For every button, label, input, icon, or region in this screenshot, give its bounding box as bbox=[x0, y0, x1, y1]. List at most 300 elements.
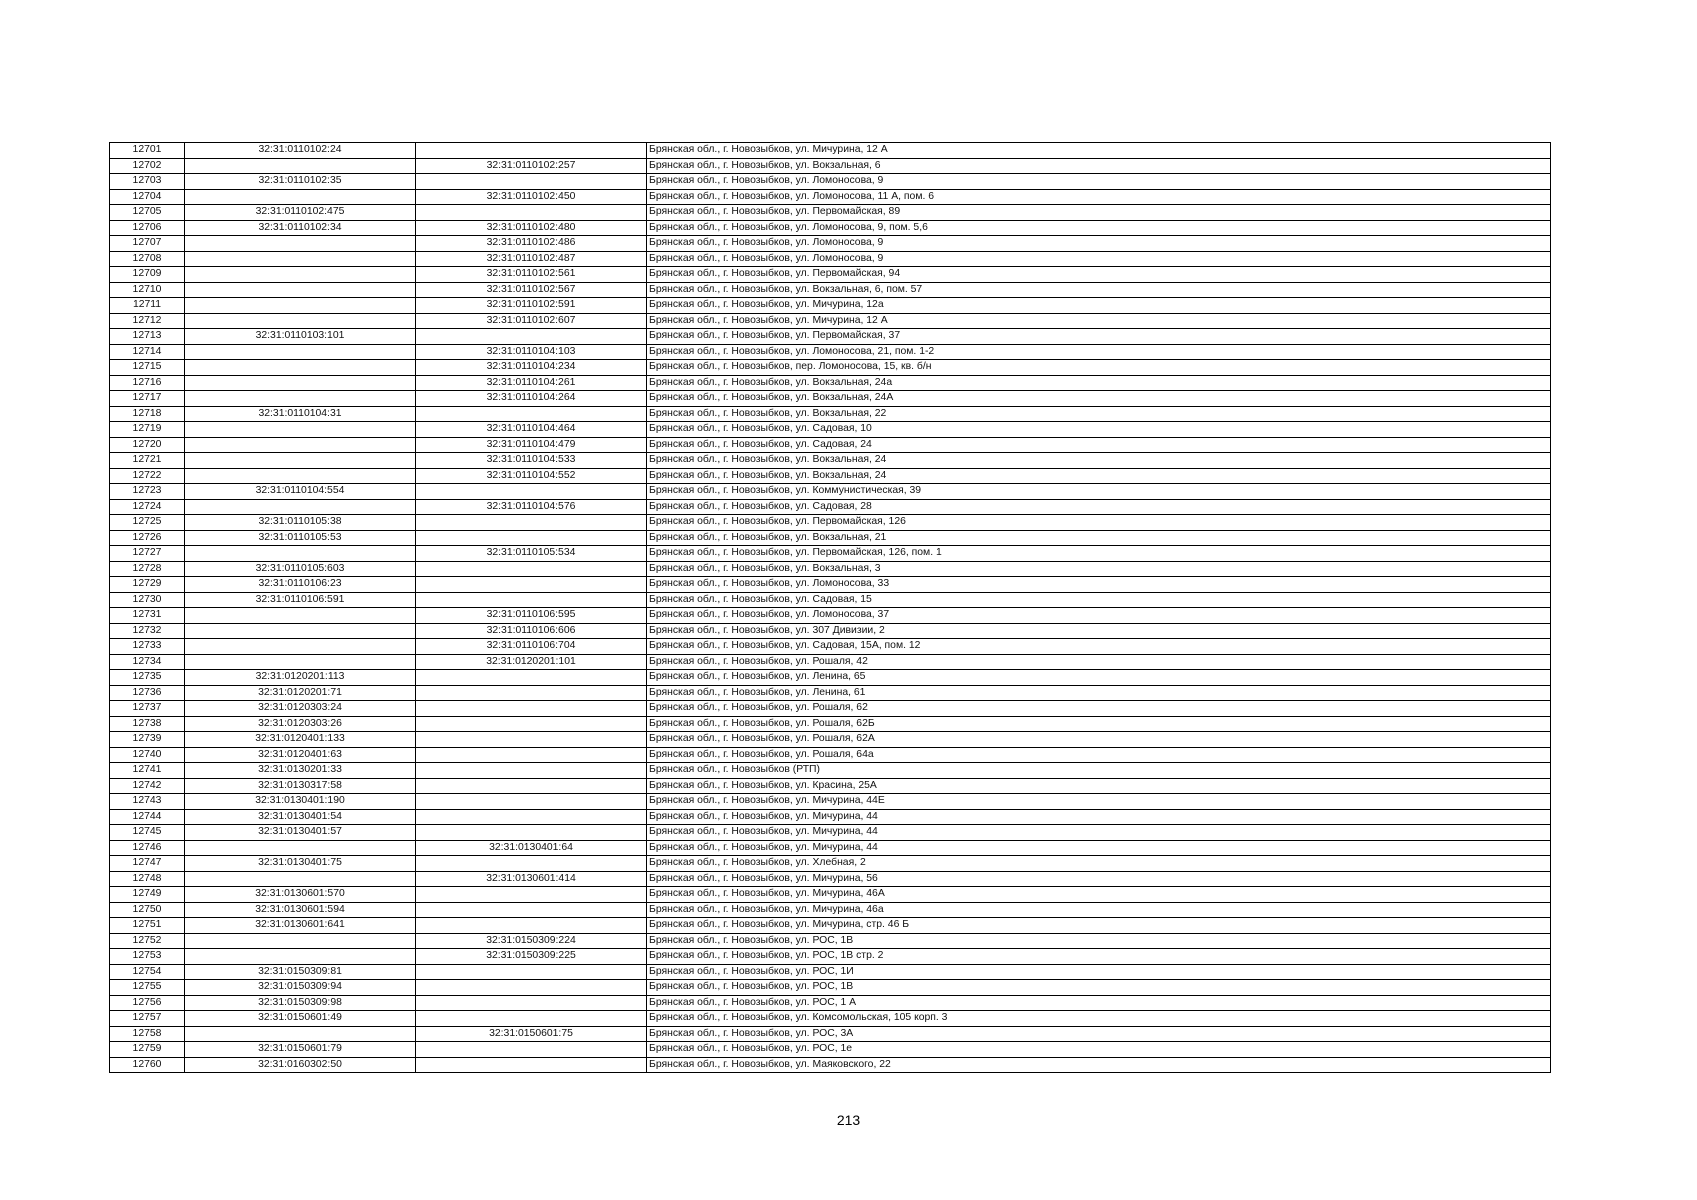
table-row bbox=[110, 639, 1551, 655]
table-row bbox=[110, 980, 1551, 996]
cadastral-number-secondary-cell bbox=[416, 685, 647, 701]
table-row bbox=[110, 499, 1551, 515]
row-number-cell: 12751 bbox=[110, 918, 185, 934]
row-number-cell: 12712 bbox=[110, 313, 185, 329]
cadastral-number-secondary-cell bbox=[416, 1011, 647, 1027]
address-cell: Брянская обл., г. Новозыбков, ул. Вокзальная, 24А bbox=[647, 391, 1551, 407]
cadastral-number-cell bbox=[185, 375, 416, 391]
row-number-cell: 12724 bbox=[110, 499, 185, 515]
table-row bbox=[110, 220, 1551, 236]
cadastral-number-secondary-cell: 32:31:0110104:533 bbox=[416, 453, 647, 469]
address-cell: Брянская обл., г. Новозыбков, ул. Мичурина, 46А bbox=[647, 887, 1551, 903]
row-number-cell: 12726 bbox=[110, 530, 185, 546]
row-number-cell: 12746 bbox=[110, 840, 185, 856]
cadastral-number-cell bbox=[185, 158, 416, 174]
cadastral-number-cell bbox=[185, 468, 416, 484]
row-number-cell: 12743 bbox=[110, 794, 185, 810]
address-cell: Брянская обл., г. Новозыбков, ул. Садовая, 15 bbox=[647, 592, 1551, 608]
row-number-cell: 12727 bbox=[110, 546, 185, 562]
table-row bbox=[110, 732, 1551, 748]
address-cell: Брянская обл., г. Новозыбков, ул. Первомайская, 126 bbox=[647, 515, 1551, 531]
cadastral-number-cell bbox=[185, 298, 416, 314]
row-number-cell: 12750 bbox=[110, 902, 185, 918]
table-row bbox=[110, 1057, 1551, 1073]
table-row bbox=[110, 313, 1551, 329]
cadastral-number-secondary-cell bbox=[416, 809, 647, 825]
cadastral-number-cell bbox=[185, 499, 416, 515]
cadastral-number-secondary-cell bbox=[416, 747, 647, 763]
table-row bbox=[110, 360, 1551, 376]
table-row bbox=[110, 840, 1551, 856]
table-row bbox=[110, 794, 1551, 810]
table-row bbox=[110, 406, 1551, 422]
page-number: 213 bbox=[836, 1112, 861, 1128]
row-number-cell: 12702 bbox=[110, 158, 185, 174]
cadastral-number-cell: 32:31:0160302:50 bbox=[185, 1057, 416, 1073]
cadastral-number-cell bbox=[185, 391, 416, 407]
address-cell: Брянская обл., г. Новозыбков, ул. Ломоносова, 33 bbox=[647, 577, 1551, 593]
cadastral-number-cell bbox=[185, 949, 416, 965]
row-number-cell: 12740 bbox=[110, 747, 185, 763]
row-number-cell: 12745 bbox=[110, 825, 185, 841]
cadastral-number-cell: 32:31:0130317:58 bbox=[185, 778, 416, 794]
cadastral-number-secondary-cell: 32:31:0150601:75 bbox=[416, 1026, 647, 1042]
row-number-cell: 12734 bbox=[110, 654, 185, 670]
table-row bbox=[110, 949, 1551, 965]
row-number-cell: 12739 bbox=[110, 732, 185, 748]
cadastral-number-cell: 32:31:0120401:133 bbox=[185, 732, 416, 748]
cadastral-number-secondary-cell bbox=[416, 716, 647, 732]
cadastral-number-secondary-cell bbox=[416, 995, 647, 1011]
address-cell: Брянская обл., г. Новозыбков, ул. Мичурина, стр. 46 Б bbox=[647, 918, 1551, 934]
table-row bbox=[110, 375, 1551, 391]
address-cell: Брянская обл., г. Новозыбков, ул. Рошаля, 62Б bbox=[647, 716, 1551, 732]
row-number-cell: 12742 bbox=[110, 778, 185, 794]
table-row bbox=[110, 546, 1551, 562]
row-number-cell: 12707 bbox=[110, 236, 185, 252]
row-number-cell: 12719 bbox=[110, 422, 185, 438]
address-cell: Брянская обл., г. Новозыбков, ул. РОС, 1В стр. 2 bbox=[647, 949, 1551, 965]
cadastral-number-cell: 32:31:0130201:33 bbox=[185, 763, 416, 779]
address-cell: Брянская обл., г. Новозыбков, ул. Вокзальная, 24а bbox=[647, 375, 1551, 391]
cadastral-number-cell: 32:31:0150601:49 bbox=[185, 1011, 416, 1027]
address-cell: Брянская обл., г. Новозыбков, ул. Мичурина, 46а bbox=[647, 902, 1551, 918]
cadastral-number-secondary-cell bbox=[416, 778, 647, 794]
table-row bbox=[110, 391, 1551, 407]
row-number-cell: 12705 bbox=[110, 205, 185, 221]
row-number-cell: 12706 bbox=[110, 220, 185, 236]
row-number-cell: 12722 bbox=[110, 468, 185, 484]
cadastral-number-secondary-cell: 32:31:0110104:103 bbox=[416, 344, 647, 360]
cadastral-number-cell: 32:31:0150601:79 bbox=[185, 1042, 416, 1058]
cadastral-number-secondary-cell: 32:31:0110102:450 bbox=[416, 189, 647, 205]
cadastral-number-secondary-cell bbox=[416, 670, 647, 686]
table-row bbox=[110, 809, 1551, 825]
cadastral-number-cell: 32:31:0110103:101 bbox=[185, 329, 416, 345]
address-cell: Брянская обл., г. Новозыбков, ул. Ломоносова, 11 А, пом. 6 bbox=[647, 189, 1551, 205]
cadastral-number-secondary-cell: 32:31:0110104:479 bbox=[416, 437, 647, 453]
address-cell: Брянская обл., г. Новозыбков, ул. Первомайская, 37 bbox=[647, 329, 1551, 345]
table-row bbox=[110, 670, 1551, 686]
address-cell: Брянская обл., г. Новозыбков, ул. РОС, 1В bbox=[647, 933, 1551, 949]
address-cell: Брянская обл., г. Новозыбков, ул. Мичурина, 12 А bbox=[647, 313, 1551, 329]
cadastral-number-secondary-cell bbox=[416, 794, 647, 810]
address-cell: Брянская обл., г. Новозыбков, ул. Маяковского, 22 bbox=[647, 1057, 1551, 1073]
address-cell: Брянская обл., г. Новозыбков, ул. Вокзальная, 6 bbox=[647, 158, 1551, 174]
row-number-cell: 12755 bbox=[110, 980, 185, 996]
row-number-cell: 12709 bbox=[110, 267, 185, 283]
cadastral-number-secondary-cell bbox=[416, 902, 647, 918]
cadastral-number-cell: 32:31:0110102:475 bbox=[185, 205, 416, 221]
table-row bbox=[110, 189, 1551, 205]
row-number-cell: 12728 bbox=[110, 561, 185, 577]
row-number-cell: 12738 bbox=[110, 716, 185, 732]
address-cell: Брянская обл., г. Новозыбков, ул. Вокзальная, 21 bbox=[647, 530, 1551, 546]
address-cell: Брянская обл., г. Новозыбков, ул. Ломоносова, 9 bbox=[647, 174, 1551, 190]
row-number-cell: 12744 bbox=[110, 809, 185, 825]
cadastral-number-secondary-cell bbox=[416, 701, 647, 717]
address-cell: Брянская обл., г. Новозыбков, ул. Рошаля, 62 bbox=[647, 701, 1551, 717]
cadastral-number-cell: 32:31:0110105:53 bbox=[185, 530, 416, 546]
row-number-cell: 12704 bbox=[110, 189, 185, 205]
cadastral-number-secondary-cell bbox=[416, 1042, 647, 1058]
row-number-cell: 12714 bbox=[110, 344, 185, 360]
cadastral-number-cell: 32:31:0130401:190 bbox=[185, 794, 416, 810]
row-number-cell: 12701 bbox=[110, 143, 185, 159]
address-cell: Брянская обл., г. Новозыбков, ул. Мичурина, 44 bbox=[647, 825, 1551, 841]
row-number-cell: 12703 bbox=[110, 174, 185, 190]
cadastral-number-secondary-cell: 32:31:0130401:64 bbox=[416, 840, 647, 856]
cadastral-number-secondary-cell bbox=[416, 143, 647, 159]
cadastral-number-cell: 32:31:0110105:603 bbox=[185, 561, 416, 577]
row-number-cell: 12708 bbox=[110, 251, 185, 267]
table-row bbox=[110, 515, 1551, 531]
cadastral-number-secondary-cell: 32:31:0110102:487 bbox=[416, 251, 647, 267]
cadastral-number-cell bbox=[185, 344, 416, 360]
cadastral-number-secondary-cell bbox=[416, 205, 647, 221]
row-number-cell: 12760 bbox=[110, 1057, 185, 1073]
address-cell: Брянская обл., г. Новозыбков, ул. Вокзальная, 6, пом. 57 bbox=[647, 282, 1551, 298]
cadastral-number-cell: 32:31:0110106:591 bbox=[185, 592, 416, 608]
address-cell: Брянская обл., г. Новозыбков, ул. Ломоносова, 9, пом. 5,6 bbox=[647, 220, 1551, 236]
row-number-cell: 12729 bbox=[110, 577, 185, 593]
cadastral-number-secondary-cell: 32:31:0110102:257 bbox=[416, 158, 647, 174]
cadastral-number-cell bbox=[185, 251, 416, 267]
table-row bbox=[110, 902, 1551, 918]
table-row bbox=[110, 887, 1551, 903]
table-row bbox=[110, 918, 1551, 934]
cadastral-number-secondary-cell: 32:31:0110102:486 bbox=[416, 236, 647, 252]
cadastral-number-cell: 32:31:0110105:38 bbox=[185, 515, 416, 531]
cadastral-number-cell bbox=[185, 453, 416, 469]
table-row bbox=[110, 158, 1551, 174]
table-row bbox=[110, 236, 1551, 252]
row-number-cell: 12713 bbox=[110, 329, 185, 345]
address-cell: Брянская обл., г. Новозыбков, ул. Садовая, 24 bbox=[647, 437, 1551, 453]
cadastral-number-cell bbox=[185, 871, 416, 887]
cadastral-number-secondary-cell bbox=[416, 1057, 647, 1073]
table-row bbox=[110, 654, 1551, 670]
address-cell: Брянская обл., г. Новозыбков, ул. Вокзальная, 24 bbox=[647, 468, 1551, 484]
row-number-cell: 12715 bbox=[110, 360, 185, 376]
address-cell: Брянская обл., г. Новозыбков, ул. Рошаля, 62А bbox=[647, 732, 1551, 748]
address-cell: Брянская обл., г. Новозыбков, ул. Ломоносова, 21, пом. 1-2 bbox=[647, 344, 1551, 360]
cadastral-number-cell: 32:31:0130601:594 bbox=[185, 902, 416, 918]
row-number-cell: 12758 bbox=[110, 1026, 185, 1042]
address-cell: Брянская обл., г. Новозыбков, ул. Ломоносова, 9 bbox=[647, 251, 1551, 267]
cadastral-number-secondary-cell: 32:31:0120201:101 bbox=[416, 654, 647, 670]
address-cell: Брянская обл., г. Новозыбков (РТП) bbox=[647, 763, 1551, 779]
row-number-cell: 12747 bbox=[110, 856, 185, 872]
cadastral-number-secondary-cell: 32:31:0110102:567 bbox=[416, 282, 647, 298]
row-number-cell: 12732 bbox=[110, 623, 185, 639]
cadastral-number-secondary-cell: 32:31:0110106:704 bbox=[416, 639, 647, 655]
row-number-cell: 12731 bbox=[110, 608, 185, 624]
cadastral-number-cell bbox=[185, 236, 416, 252]
table-row bbox=[110, 1026, 1551, 1042]
row-number-cell: 12723 bbox=[110, 484, 185, 500]
address-cell: Брянская обл., г. Новозыбков, ул. Рошаля, 64а bbox=[647, 747, 1551, 763]
cadastral-number-secondary-cell bbox=[416, 964, 647, 980]
address-cell: Брянская обл., г. Новозыбков, ул. Рошаля, 42 bbox=[647, 654, 1551, 670]
cadastral-number-secondary-cell: 32:31:0150309:225 bbox=[416, 949, 647, 965]
address-cell: Брянская обл., г. Новозыбков, ул. Садовая, 15А, пом. 12 bbox=[647, 639, 1551, 655]
cadastral-number-cell bbox=[185, 840, 416, 856]
address-cell: Брянская обл., г. Новозыбков, ул. Красина, 25А bbox=[647, 778, 1551, 794]
address-cell: Брянская обл., г. Новозыбков, ул. Вокзальная, 24 bbox=[647, 453, 1551, 469]
cadastral-number-cell: 32:31:0110104:31 bbox=[185, 406, 416, 422]
table-row bbox=[110, 856, 1551, 872]
row-number-cell: 12735 bbox=[110, 670, 185, 686]
table-row bbox=[110, 763, 1551, 779]
cadastral-number-secondary-cell bbox=[416, 577, 647, 593]
cadastral-number-secondary-cell: 32:31:0110102:591 bbox=[416, 298, 647, 314]
cadastral-number-secondary-cell bbox=[416, 530, 647, 546]
cadastral-number-cell bbox=[185, 360, 416, 376]
cadastral-number-cell: 32:31:0120303:24 bbox=[185, 701, 416, 717]
address-cell: Брянская обл., г. Новозыбков, ул. Вокзальная, 3 bbox=[647, 561, 1551, 577]
address-cell: Брянская обл., г. Новозыбков, ул. Первомайская, 94 bbox=[647, 267, 1551, 283]
cadastral-number-cell bbox=[185, 933, 416, 949]
row-number-cell: 12756 bbox=[110, 995, 185, 1011]
cadastral-number-cell: 32:31:0150309:94 bbox=[185, 980, 416, 996]
cadastral-number-secondary-cell: 32:31:0110104:464 bbox=[416, 422, 647, 438]
row-number-cell: 12753 bbox=[110, 949, 185, 965]
table-row bbox=[110, 437, 1551, 453]
address-cell: Брянская обл., г. Новозыбков, ул. Коммунистическая, 39 bbox=[647, 484, 1551, 500]
row-number-cell: 12741 bbox=[110, 763, 185, 779]
cadastral-number-secondary-cell: 32:31:0110106:595 bbox=[416, 608, 647, 624]
table-row bbox=[110, 453, 1551, 469]
cadastral-number-cell bbox=[185, 189, 416, 205]
cadastral-number-cell: 32:31:0120401:63 bbox=[185, 747, 416, 763]
row-number-cell: 12725 bbox=[110, 515, 185, 531]
cadastral-number-secondary-cell bbox=[416, 887, 647, 903]
cadastral-number-cell: 32:31:0130601:641 bbox=[185, 918, 416, 934]
table-row bbox=[110, 685, 1551, 701]
address-cell: Брянская обл., г. Новозыбков, ул. Мичурина, 56 bbox=[647, 871, 1551, 887]
cadastral-number-cell bbox=[185, 608, 416, 624]
row-number-cell: 12748 bbox=[110, 871, 185, 887]
row-number-cell: 12749 bbox=[110, 887, 185, 903]
table-row bbox=[110, 468, 1551, 484]
table-row bbox=[110, 747, 1551, 763]
cadastral-number-secondary-cell: 32:31:0110104:552 bbox=[416, 468, 647, 484]
row-number-cell: 12717 bbox=[110, 391, 185, 407]
address-cell: Брянская обл., г. Новозыбков, пер. Ломоносова, 15, кв. б/н bbox=[647, 360, 1551, 376]
address-cell: Брянская обл., г. Новозыбков, ул. Хлебная, 2 bbox=[647, 856, 1551, 872]
registry-table bbox=[109, 142, 1551, 1073]
cadastral-number-cell: 32:31:0150309:81 bbox=[185, 964, 416, 980]
address-cell: Брянская обл., г. Новозыбков, ул. РОС, 1В bbox=[647, 980, 1551, 996]
cadastral-number-cell: 32:31:0130401:75 bbox=[185, 856, 416, 872]
table-row bbox=[110, 577, 1551, 593]
table-row bbox=[110, 174, 1551, 190]
row-number-cell: 12711 bbox=[110, 298, 185, 314]
row-number-cell: 12718 bbox=[110, 406, 185, 422]
address-cell: Брянская обл., г. Новозыбков, ул. Ленина, 65 bbox=[647, 670, 1551, 686]
cadastral-number-secondary-cell bbox=[416, 174, 647, 190]
address-cell: Брянская обл., г. Новозыбков, ул. Вокзальная, 22 bbox=[647, 406, 1551, 422]
table-row bbox=[110, 561, 1551, 577]
address-cell: Брянская обл., г. Новозыбков, ул. Комсомольская, 105 корп. 3 bbox=[647, 1011, 1551, 1027]
row-number-cell: 12757 bbox=[110, 1011, 185, 1027]
cadastral-number-secondary-cell: 32:31:0130601:414 bbox=[416, 871, 647, 887]
address-cell: Брянская обл., г. Новозыбков, ул. Мичурина, 12 А bbox=[647, 143, 1551, 159]
cadastral-number-cell: 32:31:0130401:54 bbox=[185, 809, 416, 825]
cadastral-number-secondary-cell bbox=[416, 592, 647, 608]
cadastral-number-secondary-cell bbox=[416, 406, 647, 422]
address-cell: Брянская обл., г. Новозыбков, ул. Первомайская, 89 bbox=[647, 205, 1551, 221]
cadastral-number-secondary-cell bbox=[416, 856, 647, 872]
cadastral-number-cell bbox=[185, 282, 416, 298]
address-cell: Брянская обл., г. Новозыбков, ул. Мичурина, 44 bbox=[647, 809, 1551, 825]
cadastral-number-secondary-cell bbox=[416, 329, 647, 345]
address-cell: Брянская обл., г. Новозыбков, ул. РОС, 1И bbox=[647, 964, 1551, 980]
row-number-cell: 12720 bbox=[110, 437, 185, 453]
cadastral-number-cell: 32:31:0110106:23 bbox=[185, 577, 416, 593]
cadastral-number-cell bbox=[185, 623, 416, 639]
cadastral-number-cell: 32:31:0130601:570 bbox=[185, 887, 416, 903]
cadastral-number-cell: 32:31:0110102:34 bbox=[185, 220, 416, 236]
cadastral-number-secondary-cell: 32:31:0110104:264 bbox=[416, 391, 647, 407]
address-cell: Брянская обл., г. Новозыбков, ул. Мичурина, 44Е bbox=[647, 794, 1551, 810]
address-cell: Брянская обл., г. Новозыбков, ул. РОС, 1 А bbox=[647, 995, 1551, 1011]
row-number-cell: 12730 bbox=[110, 592, 185, 608]
cadastral-number-secondary-cell: 32:31:0110104:261 bbox=[416, 375, 647, 391]
cadastral-number-secondary-cell bbox=[416, 515, 647, 531]
table-row bbox=[110, 592, 1551, 608]
row-number-cell: 12710 bbox=[110, 282, 185, 298]
table-row bbox=[110, 608, 1551, 624]
row-number-cell: 12716 bbox=[110, 375, 185, 391]
cadastral-number-secondary-cell: 32:31:0110104:234 bbox=[416, 360, 647, 376]
cadastral-number-cell: 32:31:0120303:26 bbox=[185, 716, 416, 732]
cadastral-number-secondary-cell bbox=[416, 732, 647, 748]
address-cell: Брянская обл., г. Новозыбков, ул. Мичурина, 44 bbox=[647, 840, 1551, 856]
cadastral-number-secondary-cell bbox=[416, 825, 647, 841]
cadastral-number-secondary-cell bbox=[416, 918, 647, 934]
cadastral-number-secondary-cell bbox=[416, 484, 647, 500]
cadastral-number-cell bbox=[185, 313, 416, 329]
address-cell: Брянская обл., г. Новозыбков, ул. Ленина, 61 bbox=[647, 685, 1551, 701]
cadastral-number-secondary-cell bbox=[416, 980, 647, 996]
table-row bbox=[110, 778, 1551, 794]
cadastral-number-cell bbox=[185, 654, 416, 670]
cadastral-number-secondary-cell: 32:31:0110102:480 bbox=[416, 220, 647, 236]
address-cell: Брянская обл., г. Новозыбков, ул. 307 Дивизии, 2 bbox=[647, 623, 1551, 639]
row-number-cell: 12759 bbox=[110, 1042, 185, 1058]
table-row bbox=[110, 1042, 1551, 1058]
cadastral-number-secondary-cell: 32:31:0110106:606 bbox=[416, 623, 647, 639]
table-row bbox=[110, 871, 1551, 887]
cadastral-number-cell bbox=[185, 546, 416, 562]
table-row bbox=[110, 298, 1551, 314]
cadastral-number-cell: 32:31:0110104:554 bbox=[185, 484, 416, 500]
table-row bbox=[110, 205, 1551, 221]
cadastral-number-secondary-cell: 32:31:0110105:534 bbox=[416, 546, 647, 562]
row-number-cell: 12737 bbox=[110, 701, 185, 717]
table-row bbox=[110, 344, 1551, 360]
registry-table-body bbox=[110, 143, 1551, 1073]
cadastral-number-cell: 32:31:0110102:24 bbox=[185, 143, 416, 159]
cadastral-number-cell bbox=[185, 422, 416, 438]
address-cell: Брянская обл., г. Новозыбков, ул. Ломоносова, 9 bbox=[647, 236, 1551, 252]
address-cell: Брянская обл., г. Новозыбков, ул. Мичурина, 12а bbox=[647, 298, 1551, 314]
row-number-cell: 12736 bbox=[110, 685, 185, 701]
table-row bbox=[110, 484, 1551, 500]
table-row bbox=[110, 422, 1551, 438]
table-row bbox=[110, 329, 1551, 345]
table-row bbox=[110, 825, 1551, 841]
table-row bbox=[110, 964, 1551, 980]
address-cell: Брянская обл., г. Новозыбков, ул. Первомайская, 126, пом. 1 bbox=[647, 546, 1551, 562]
cadastral-number-secondary-cell bbox=[416, 763, 647, 779]
address-cell: Брянская обл., г. Новозыбков, ул. Садовая, 28 bbox=[647, 499, 1551, 515]
cadastral-number-cell bbox=[185, 267, 416, 283]
cadastral-number-cell: 32:31:0120201:71 bbox=[185, 685, 416, 701]
address-cell: Брянская обл., г. Новозыбков, ул. Ломоносова, 37 bbox=[647, 608, 1551, 624]
table-row bbox=[110, 1011, 1551, 1027]
cadastral-number-secondary-cell: 32:31:0110104:576 bbox=[416, 499, 647, 515]
address-cell: Брянская обл., г. Новозыбков, ул. РОС, 1е bbox=[647, 1042, 1551, 1058]
table-row bbox=[110, 701, 1551, 717]
table-row bbox=[110, 143, 1551, 159]
table-row bbox=[110, 530, 1551, 546]
row-number-cell: 12752 bbox=[110, 933, 185, 949]
address-cell: Брянская обл., г. Новозыбков, ул. Садовая, 10 bbox=[647, 422, 1551, 438]
cadastral-number-cell: 32:31:0120201:113 bbox=[185, 670, 416, 686]
table-row bbox=[110, 933, 1551, 949]
table-row bbox=[110, 282, 1551, 298]
cadastral-number-cell: 32:31:0150309:98 bbox=[185, 995, 416, 1011]
cadastral-number-secondary-cell bbox=[416, 561, 647, 577]
row-number-cell: 12754 bbox=[110, 964, 185, 980]
cadastral-number-secondary-cell: 32:31:0150309:224 bbox=[416, 933, 647, 949]
table-row bbox=[110, 623, 1551, 639]
cadastral-number-secondary-cell: 32:31:0110102:607 bbox=[416, 313, 647, 329]
cadastral-number-cell bbox=[185, 437, 416, 453]
address-cell: Брянская обл., г. Новозыбков, ул. РОС, 3А bbox=[647, 1026, 1551, 1042]
table-row bbox=[110, 267, 1551, 283]
table-row bbox=[110, 716, 1551, 732]
table-row bbox=[110, 995, 1551, 1011]
cadastral-number-cell: 32:31:0110102:35 bbox=[185, 174, 416, 190]
cadastral-number-cell bbox=[185, 1026, 416, 1042]
cadastral-number-cell: 32:31:0130401:57 bbox=[185, 825, 416, 841]
table-row bbox=[110, 251, 1551, 267]
cadastral-number-cell bbox=[185, 639, 416, 655]
